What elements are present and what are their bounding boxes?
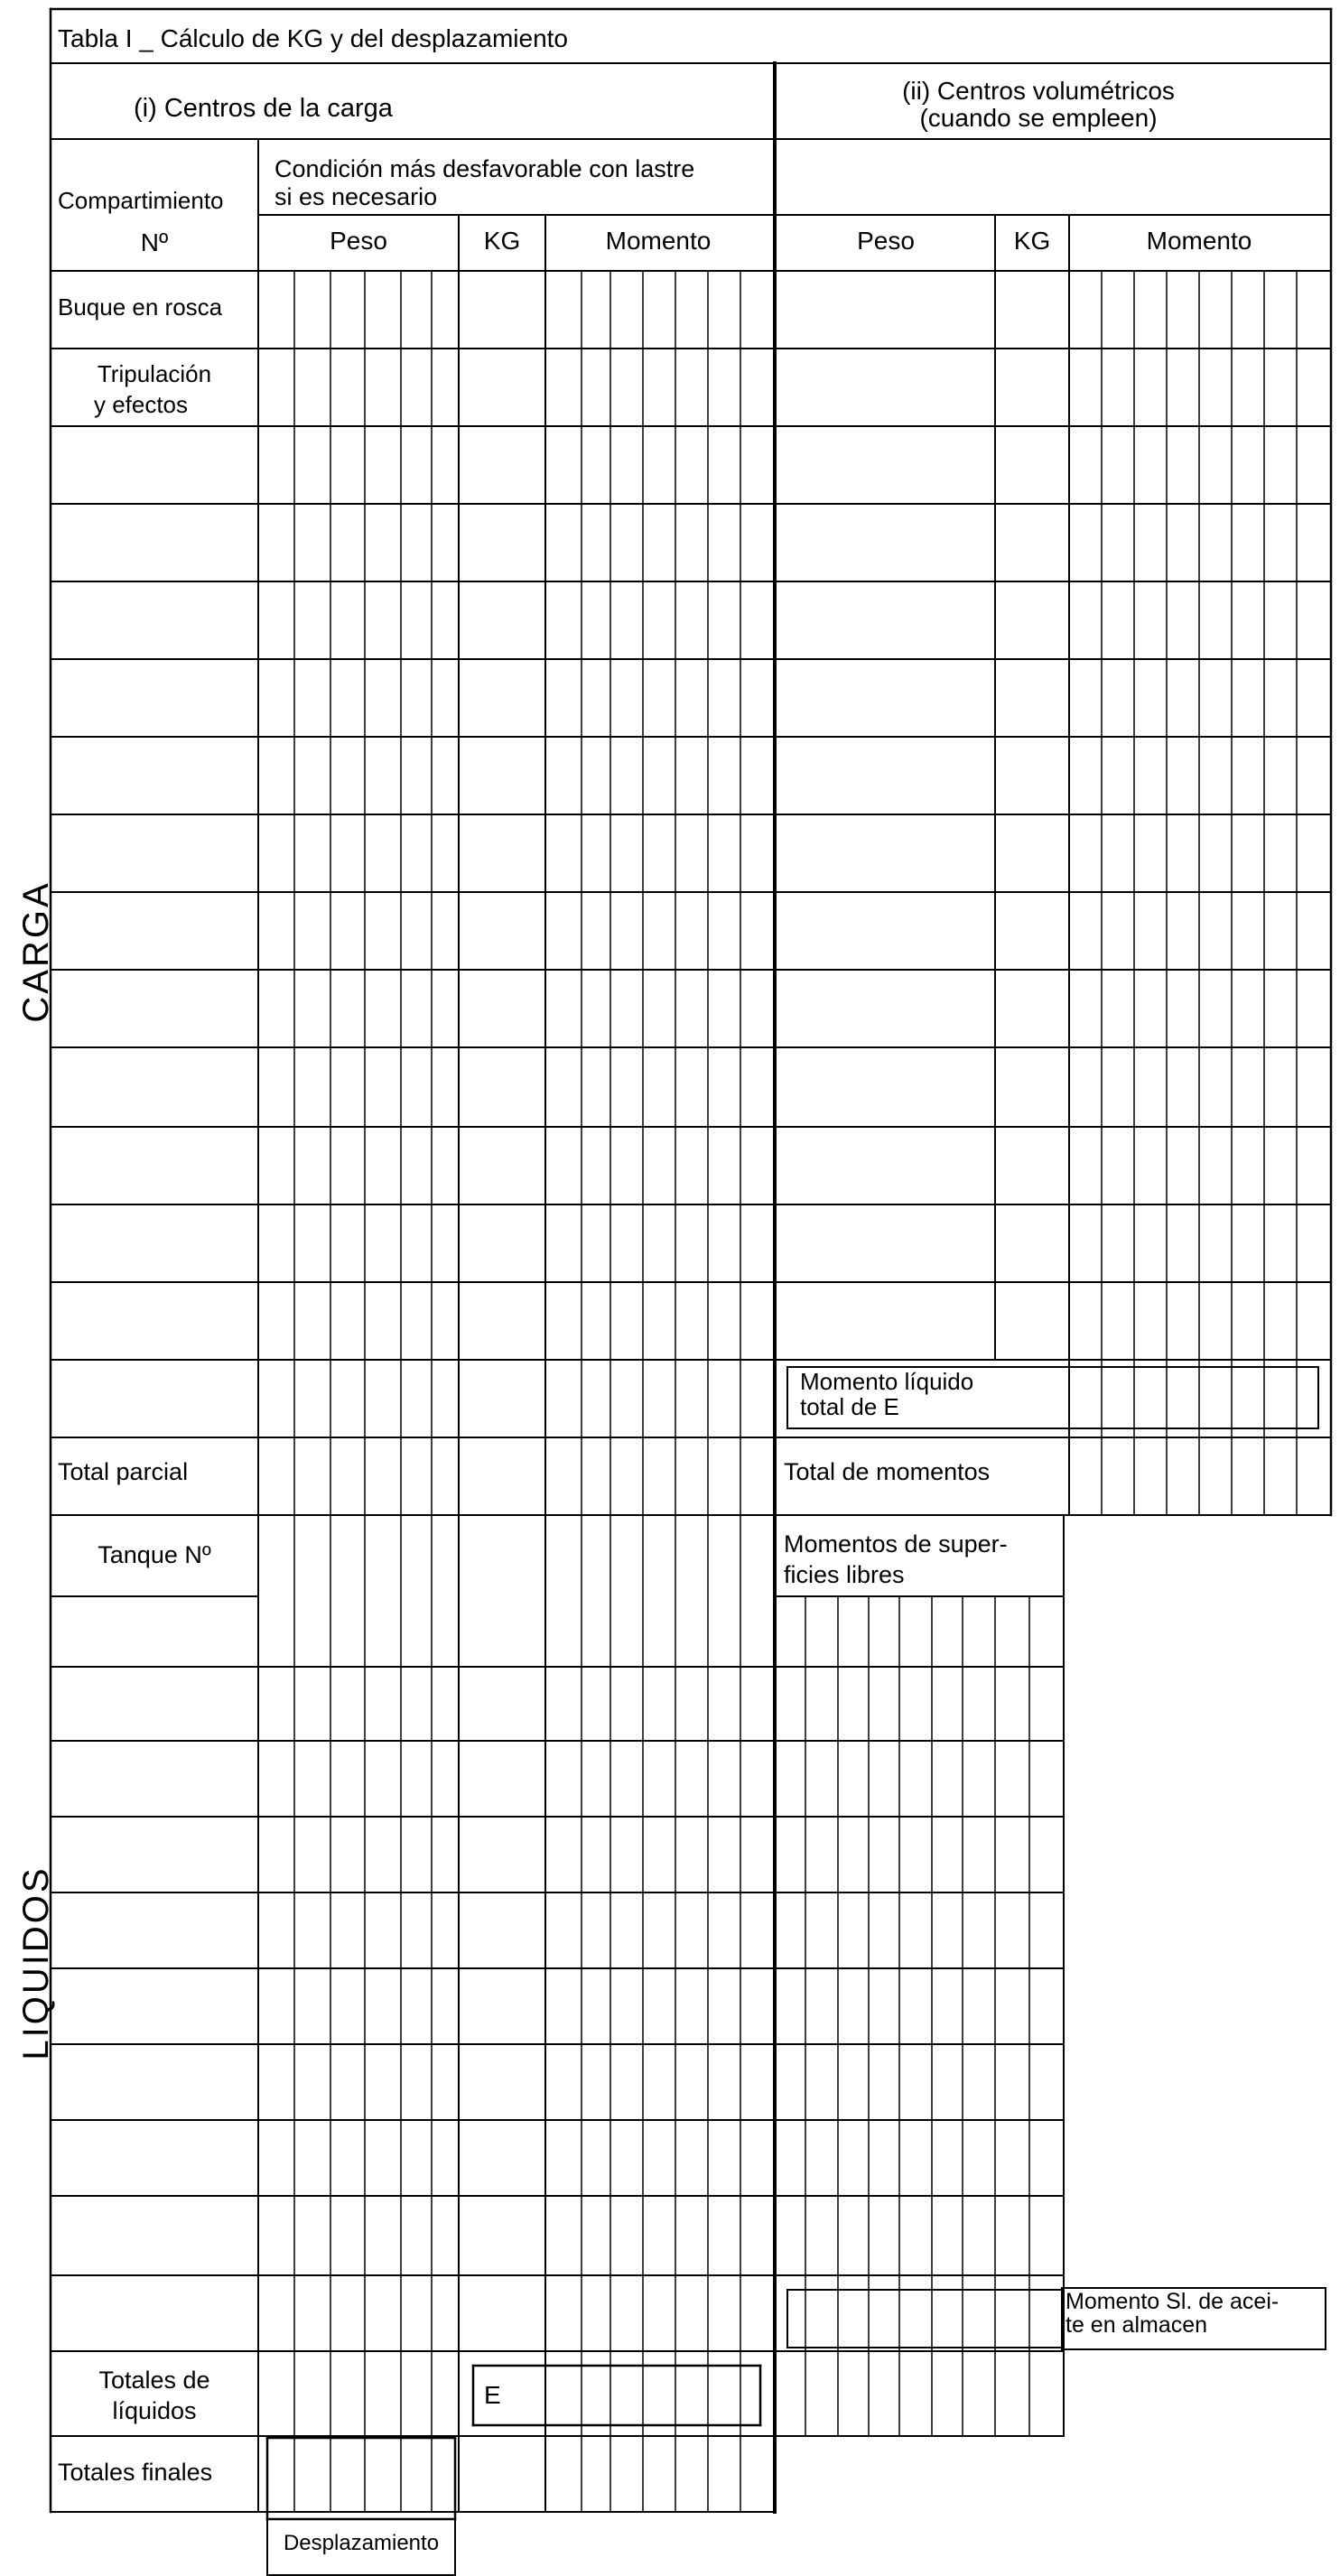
aceite-almacen-line2: te en almacen [1065,2312,1208,2338]
section-i-heading: (i) Centros de la carga [134,94,393,123]
row-total-parcial: Total parcial [58,1458,189,1485]
row-buque-en-rosca: Buque en rosca [58,293,223,321]
total-momentos-label: Total de momentos [784,1458,991,1485]
row-tanque: Tanque Nº [98,1541,211,1568]
col-peso-right: Peso [857,227,915,255]
momento-liquido-line1: Momento líquido [800,1368,974,1395]
compartimiento-label: Compartimiento [58,187,224,214]
section-ii-heading-line1: (ii) Centros volumétricos [902,77,1175,105]
row-totales-liquidos-line1: Totales de [98,2367,210,2394]
col-peso-left: Peso [330,227,387,255]
superficies-libres-line2: ficies libres [784,1561,905,1588]
col-kg-left: KG [483,227,521,255]
condicion-line1: Condición más desfavorable con lastre [275,155,695,182]
col-kg-right: KG [1013,227,1051,255]
desplazamiento-label: Desplazamiento [283,2531,440,2555]
section-ii-heading-line2: (cuando se empleen) [919,104,1158,132]
col-momento-right: Momento [1146,227,1252,255]
condicion-line2: si es necesario [275,183,438,210]
e-box-label: E [484,2381,501,2409]
momento-liquido-line2: total de E [800,1393,899,1420]
numero-label: Nº [140,228,169,256]
side-label-carga: CARGA [16,880,56,1023]
row-tripulacion-line2: y efectos [93,391,189,418]
row-totales-finales: Totales finales [58,2459,213,2486]
superficies-libres-line1: Momentos de super- [784,1530,1008,1558]
form-title: Tabla I _ Cálculo de KG y del desplazamiento [58,24,568,52]
aceite-almacen-line1: Momento Sl. de acei- [1065,2289,1280,2314]
col-momento-left: Momento [605,227,712,255]
side-label-liquidos: LIQUIDOS [16,1865,56,2060]
row-tripulacion-line1: Tripulación [97,360,212,387]
row-totales-liquidos-line2: líquidos [112,2397,197,2424]
